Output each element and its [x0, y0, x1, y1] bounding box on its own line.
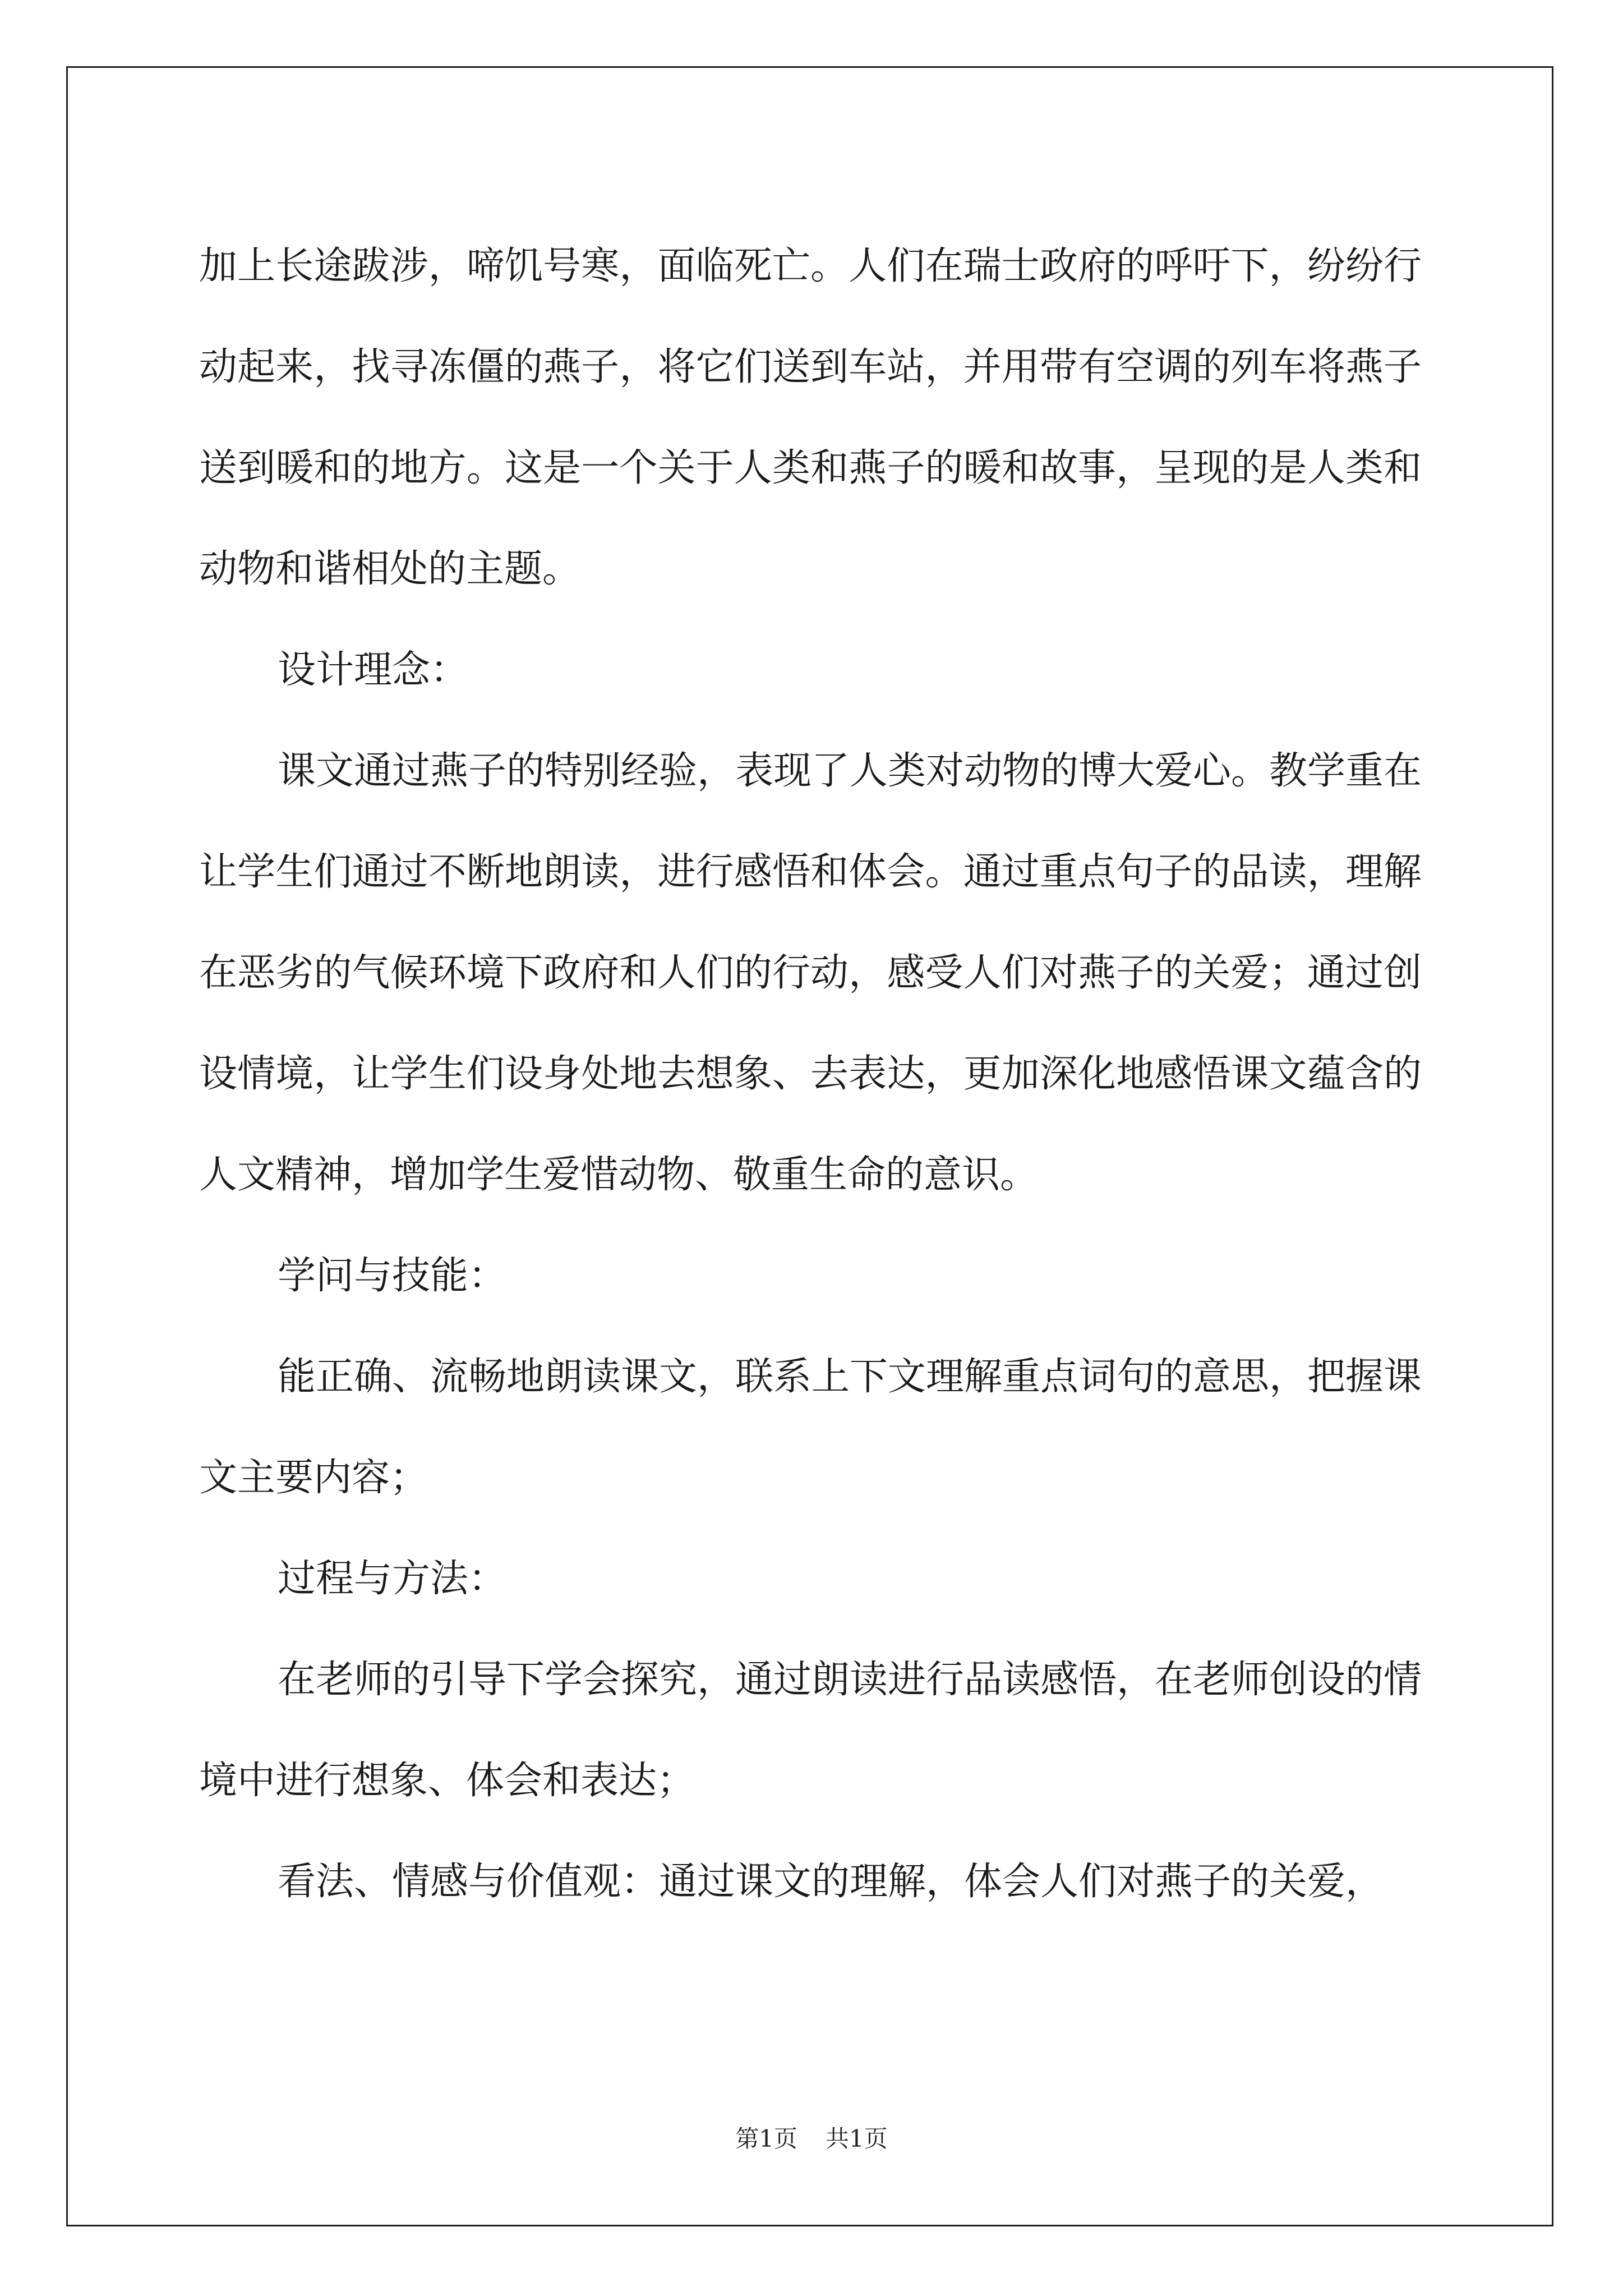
- paragraph-8: 看法、情感与价值观：通过课文的理解，体会人们对燕子的关爱，: [278, 1860, 1384, 1904]
- page-number: 第1页: [735, 2125, 797, 2152]
- paragraph-heading-process-method: 过程与方法：: [278, 1557, 507, 1601]
- page-total: 共1页: [826, 2125, 888, 2152]
- paragraph-heading-design-concept: 设计理念：: [278, 648, 469, 692]
- paragraph-5: 能正确、流畅地朗读课文，联系上下文理解重点词句的意思，把握课文主要内容；: [199, 1355, 1422, 1500]
- paragraph-1: 加上长途跋涉，啼饥号寒，面临死亡。人们在瑞士政府的呼吁下，纷纷行动起来，找寻冻僵的燕子，将它们送到车站，并用带有空调的列车将燕子送到暖和的地方。这是一个关于人类和燕子的暖和故事，呈现的是人类和动物和谐相处的主题。: [199, 244, 1422, 591]
- page-footer: [0, 2120, 1623, 2154]
- paragraph-7: 在老师的引导下学会探究，通过朗读进行品读感悟，在老师创设的情境中进行想象、体会和表达；: [199, 1658, 1422, 1803]
- document-body: [199, 216, 1422, 1932]
- paragraph-3: 课文通过燕子的特别经验，表现了人类对动物的博大爱心。教学重在让学生们通过不断地朗读，进行感悟和体会。通过重点句子的品读，理解在恶劣的气候环境下政府和人们的行动，感受人们对燕子的关爱；通过创设情境，让学生们设身处地去想象、去表达，更加深化地感悟课文蕴含的人文精神，增加学生爱惜动物、敬重生命的意识。: [199, 749, 1422, 1197]
- paragraph-heading-knowledge-skills: 学问与技能：: [278, 1254, 507, 1298]
